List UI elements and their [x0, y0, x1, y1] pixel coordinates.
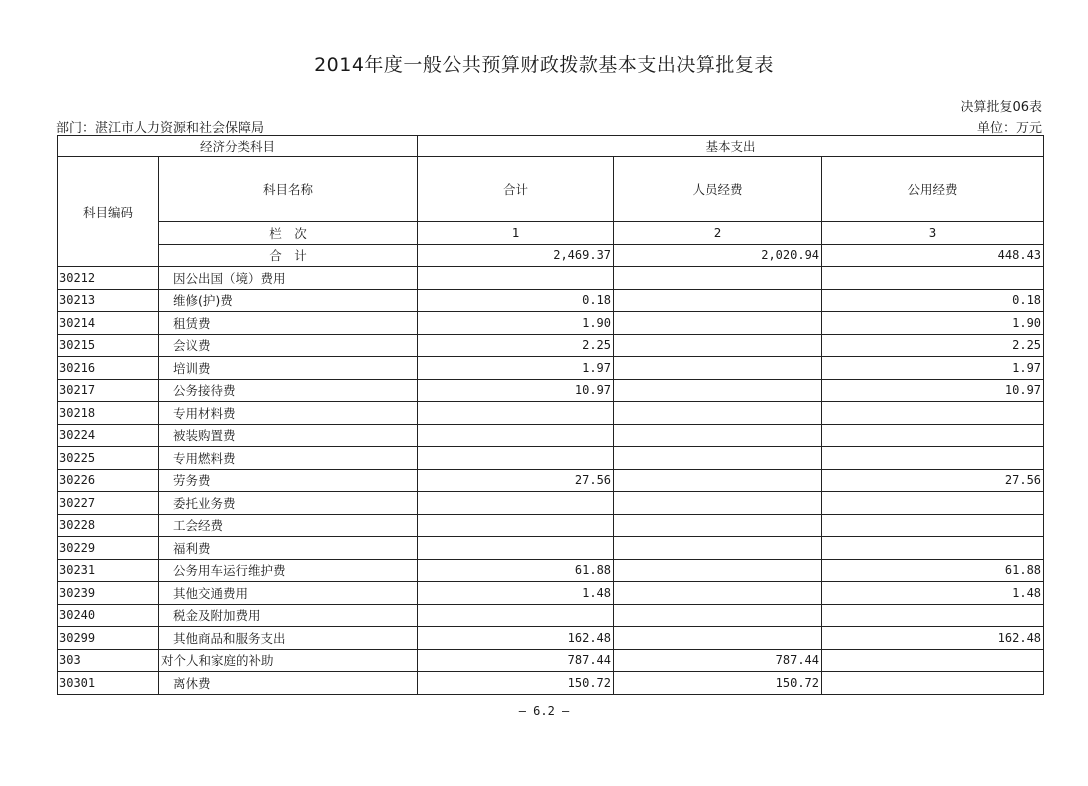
row-code: 30301 [58, 672, 159, 695]
row-public: 61.88 [822, 559, 1044, 582]
row-name: 专用材料费 [159, 402, 418, 425]
totals-public: 448.43 [822, 244, 1044, 267]
row-total [418, 604, 614, 627]
form-number: 决算批复06表 [960, 100, 1042, 115]
column-number-row [58, 222, 1044, 245]
row-public [822, 604, 1044, 627]
row-public [822, 424, 1044, 447]
row-code: 30215 [58, 334, 159, 357]
row-code: 30216 [58, 357, 159, 380]
row-personnel [614, 492, 822, 515]
table-row [58, 627, 1044, 650]
row-total: 0.18 [418, 289, 614, 312]
row-name: 福利费 [159, 537, 418, 560]
row-code: 30227 [58, 492, 159, 515]
row-personnel [614, 379, 822, 402]
row-total [418, 402, 614, 425]
row-code: 30231 [58, 559, 159, 582]
table-row [58, 312, 1044, 335]
table-row [58, 334, 1044, 357]
col1-number: 1 [418, 222, 614, 245]
row-personnel [614, 627, 822, 650]
row-name: 对个人和家庭的补助 [159, 649, 418, 672]
row-personnel [614, 604, 822, 627]
personnel-header: 人员经费 [614, 157, 822, 222]
row-code: 30217 [58, 379, 159, 402]
row-code: 30228 [58, 514, 159, 537]
public-header: 公用经费 [822, 157, 1044, 222]
row-code: 303 [58, 649, 159, 672]
row-public [822, 514, 1044, 537]
table-row [58, 514, 1044, 537]
row-personnel [614, 402, 822, 425]
table-row [58, 582, 1044, 605]
row-total [418, 514, 614, 537]
table-row [58, 357, 1044, 380]
row-personnel [614, 537, 822, 560]
table-row [58, 289, 1044, 312]
row-public: 10.97 [822, 379, 1044, 402]
row-code: 30225 [58, 447, 159, 470]
col3-number: 3 [822, 222, 1044, 245]
row-total [418, 492, 614, 515]
row-name: 因公出国（境）费用 [159, 267, 418, 290]
header-row-2 [58, 157, 1044, 222]
row-name: 会议费 [159, 334, 418, 357]
table-row [58, 447, 1044, 470]
row-total [418, 267, 614, 290]
row-public [822, 537, 1044, 560]
row-name: 被装购置费 [159, 424, 418, 447]
row-name: 劳务费 [159, 469, 418, 492]
expense-table [57, 135, 1044, 695]
row-total: 162.48 [418, 627, 614, 650]
row-public: 27.56 [822, 469, 1044, 492]
column-label: 栏 次 [159, 222, 418, 245]
row-name: 公务用车运行维护费 [159, 559, 418, 582]
row-personnel: 150.72 [614, 672, 822, 695]
row-personnel [614, 334, 822, 357]
page-title: 2014年度一般公共预算财政拨款基本支出决算批复表 [314, 54, 774, 76]
row-total [418, 537, 614, 560]
row-name: 其他交通费用 [159, 582, 418, 605]
row-code: 30213 [58, 289, 159, 312]
totals-total: 2,469.37 [418, 244, 614, 267]
row-total: 27.56 [418, 469, 614, 492]
department-label: 部门：湛江市人力资源和社会保障局 [56, 121, 265, 136]
row-public: 1.48 [822, 582, 1044, 605]
row-code: 30214 [58, 312, 159, 335]
row-total [418, 424, 614, 447]
col2-number: 2 [614, 222, 822, 245]
row-public: 1.90 [822, 312, 1044, 335]
row-public [822, 649, 1044, 672]
table-row [58, 402, 1044, 425]
row-name: 维修(护)费 [159, 289, 418, 312]
row-code: 30212 [58, 267, 159, 290]
row-name: 其他商品和服务支出 [159, 627, 418, 650]
row-code: 30299 [58, 627, 159, 650]
table-row [58, 649, 1044, 672]
totals-row [58, 244, 1044, 267]
header-row-1 [58, 136, 1044, 157]
totals-personnel: 2,020.94 [614, 244, 822, 267]
row-total [418, 447, 614, 470]
row-name: 离休费 [159, 672, 418, 695]
row-public [822, 447, 1044, 470]
row-code: 30239 [58, 582, 159, 605]
table-row [58, 267, 1044, 290]
row-public: 162.48 [822, 627, 1044, 650]
table-row [58, 537, 1044, 560]
row-name: 工会经费 [159, 514, 418, 537]
page-number: — 6.2 — [518, 704, 570, 718]
row-personnel [614, 514, 822, 537]
row-code: 30229 [58, 537, 159, 560]
row-total: 10.97 [418, 379, 614, 402]
subject-name-header: 科目名称 [159, 157, 418, 222]
row-code: 30218 [58, 402, 159, 425]
table-row [58, 379, 1044, 402]
row-total: 787.44 [418, 649, 614, 672]
row-public: 2.25 [822, 334, 1044, 357]
row-total: 2.25 [418, 334, 614, 357]
row-personnel [614, 312, 822, 335]
table-row [58, 559, 1044, 582]
row-personnel [614, 559, 822, 582]
econ-class-header: 经济分类科目 [58, 136, 418, 157]
totals-label: 合 计 [159, 244, 418, 267]
row-personnel [614, 469, 822, 492]
basic-expense-header: 基本支出 [418, 136, 1044, 157]
row-personnel: 787.44 [614, 649, 822, 672]
row-name: 培训费 [159, 357, 418, 380]
row-name: 租赁费 [159, 312, 418, 335]
row-name: 委托业务费 [159, 492, 418, 515]
row-personnel [614, 424, 822, 447]
total-header: 合计 [418, 157, 614, 222]
row-name: 专用燃料费 [159, 447, 418, 470]
row-name: 公务接待费 [159, 379, 418, 402]
row-code: 30226 [58, 469, 159, 492]
table-row [58, 672, 1044, 695]
row-public [822, 267, 1044, 290]
table-row [58, 424, 1044, 447]
table-row [58, 604, 1044, 627]
row-public: 1.97 [822, 357, 1044, 380]
row-personnel [614, 447, 822, 470]
row-public [822, 672, 1044, 695]
row-personnel [614, 267, 822, 290]
row-total: 61.88 [418, 559, 614, 582]
unit-label: 单位：万元 [976, 121, 1042, 136]
subject-code-header: 科目编码 [58, 157, 159, 267]
row-public: 0.18 [822, 289, 1044, 312]
row-personnel [614, 289, 822, 312]
row-total: 1.97 [418, 357, 614, 380]
row-code: 30224 [58, 424, 159, 447]
row-total: 1.90 [418, 312, 614, 335]
row-total: 150.72 [418, 672, 614, 695]
table-row [58, 492, 1044, 515]
row-name: 税金及附加费用 [159, 604, 418, 627]
table-row [58, 469, 1044, 492]
row-code: 30240 [58, 604, 159, 627]
row-personnel [614, 582, 822, 605]
row-personnel [614, 357, 822, 380]
row-total: 1.48 [418, 582, 614, 605]
row-public [822, 492, 1044, 515]
row-public [822, 402, 1044, 425]
